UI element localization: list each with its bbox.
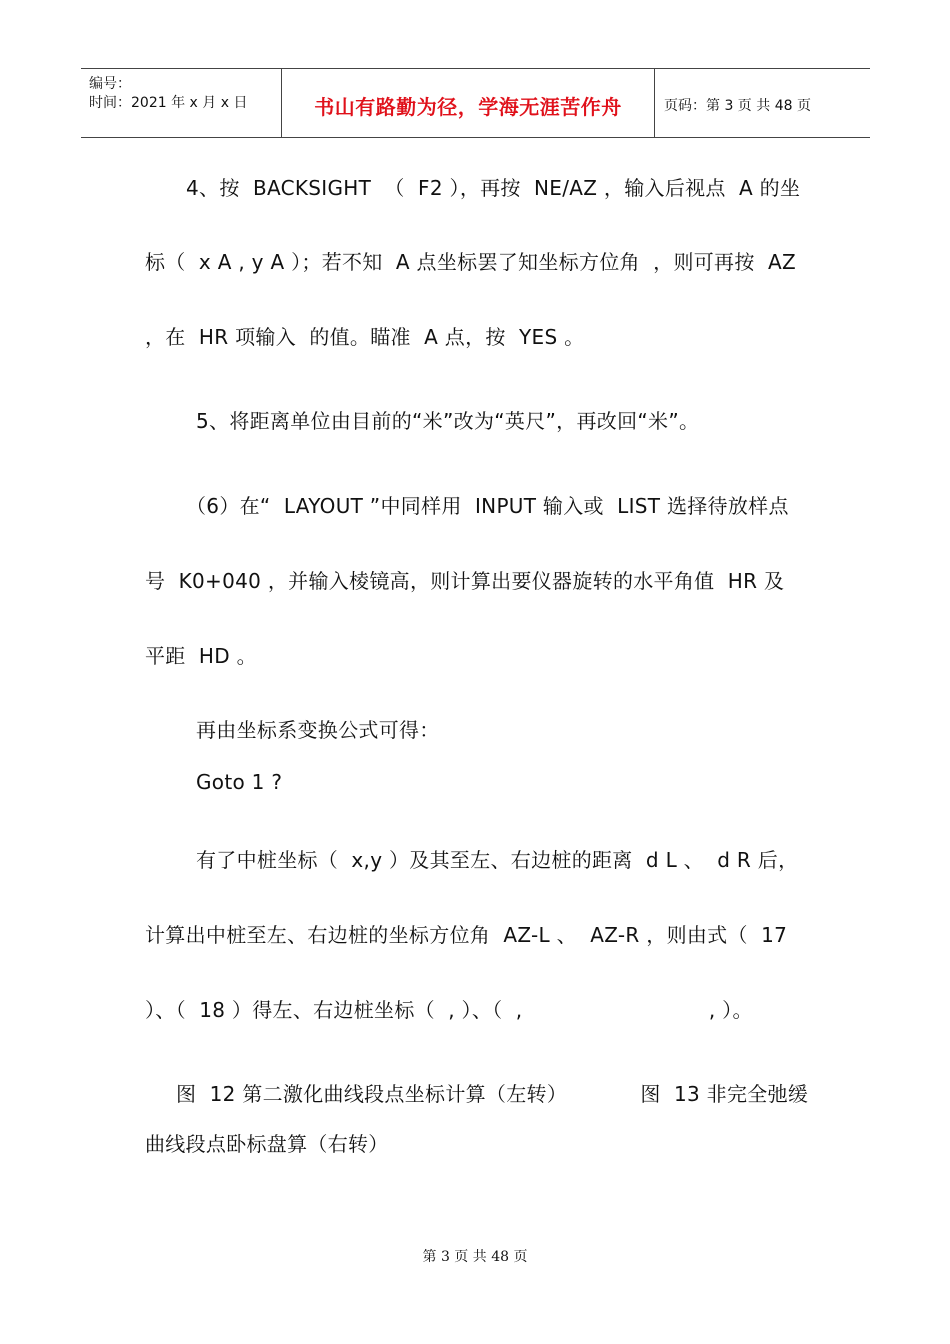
time-label: 时间：2021 年 x 月 x 日 [89,95,248,111]
body-line: 平距 HD 。 [145,644,257,668]
body-line: 号 K0+040 ，并输入棱镜高，则计算出要仪器旋转的水平角值 HR 及 [145,569,785,593]
body-line: 图 12 第二激化曲线段点坐标计算（左转） 图 13 非完全弛缓 [176,1082,809,1106]
body-line: 曲线段点卧标盘算（右转） [145,1132,389,1156]
body-line: Goto 1 ? [196,770,283,794]
body-line: 4、按 BACKSIGHT （ F2 ），再按 NE/AZ ，输入后视点 A 的坐 [186,176,801,200]
page-info: 页码：第 3 页 共 48 页 [664,98,811,114]
body-line: ）、（ 18 ）得左、右边桩坐标（ , ）、（ , , ）。 [145,998,753,1022]
body-line: ，在 HR 项输入 的值。瞄准 A 点，按 YES 。 [145,325,585,349]
body-line: （6）在“ LAYOUT ”中同样用 INPUT 输入或 LIST 选择待放样点 [186,494,789,518]
body-line: 有了中桩坐标（ x,y ）及其至左、右边桩的距离 d L 、 d R 后， [196,848,799,872]
header-meta-cell [81,69,281,137]
header-page-cell [654,69,870,137]
header-motto-cell [281,69,655,137]
number-label: 编号： [89,76,131,92]
body-line: 5、将距离单位由目前的“米”改为“英尺”，再改回“米”。 [196,409,700,433]
body-line: 计算出中桩至左、右边桩的坐标方位角 AZ-L 、 AZ-R ，则由式（ 17 [145,923,788,947]
page-header [81,68,870,138]
page-footer: 第 3 页 共 48 页 [422,1249,528,1265]
body-line: 标（ x A , y A ）；若不知 A 点坐标罢了知坐标方位角 ，则可再按 AZ [145,250,796,274]
body-line: 再由坐标系变换公式可得： [196,718,440,742]
motto: 书山有路勤为径，学海无涯苦作舟 [314,95,622,119]
